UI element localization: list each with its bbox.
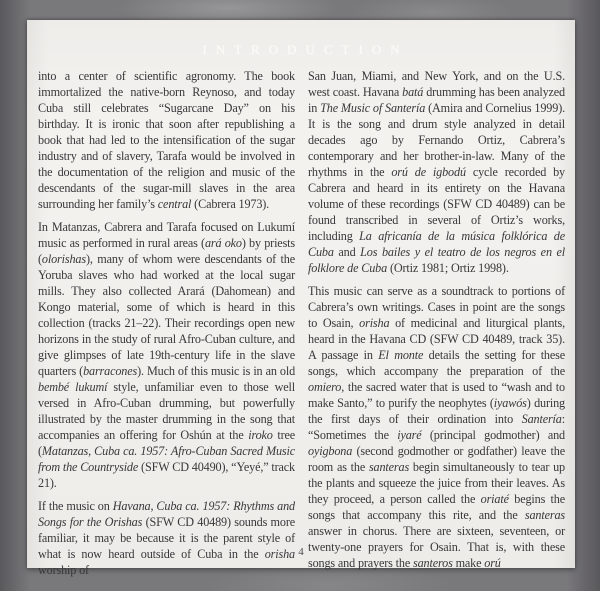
text-run: of medicinal and liturgical plants, heard in the Havana CD (SFW CD 40489, track 35). A passage in <box>308 316 565 362</box>
text-run: details the setting for these songs, which accompany the preparation of the <box>308 348 565 378</box>
italic-term: olorishas <box>41 252 86 266</box>
italic-term: batá <box>402 85 424 99</box>
italic-term: iyawós <box>493 396 527 410</box>
text-run: (Cabrera 1973). <box>191 197 270 211</box>
italic-term: Matanzas, Cuba ca. 1957: Afro-Cuban Sacred Music from the Countryside <box>38 444 295 474</box>
paragraph <box>38 219 295 491</box>
paragraph <box>38 498 295 578</box>
italic-term: El monte <box>378 348 424 362</box>
italic-term: orú de igbodú <box>391 165 466 179</box>
text-run: (Ortiz 1981; Ortiz 1998). <box>387 261 509 275</box>
text-run: style, unfamiliar even to those well versed in Afro-Cuban drumming, but powerfully illustrated by the master drumming in the song that accompanies an offering for Oshún at the <box>38 380 295 442</box>
italic-term: La africanía de la música folklórica de Cuba <box>308 229 566 259</box>
italic-term: central <box>157 197 192 211</box>
text-run: (Amira and Cornelius 1999). It is the song and drum style analyzed in detail decades ago by Fernando Ortiz, Cabrera’s contemporary and her brother-in-law. Many of the rhythms in the <box>308 101 566 179</box>
text-run: tree ( <box>38 428 296 458</box>
paragraph <box>38 68 295 212</box>
text-run: begins the songs that accompany this rite, and the <box>308 492 566 522</box>
text-run: into a center of scientific agronomy. The book immortalized the native-born Reynoso, and today Cuba still celebrates “Sugarcane Day” on his birthday. It is ironic that soon after republishing a book that had led to the intensification of the sugar industry and of slavery, Tarafa would be involved in the documentation of the religion and music of the descendants of the sugar-mill slaves in the area surrounding her family’s <box>38 69 295 211</box>
text-run: answer in chorus. There are sixteen, seventeen, or twenty-one prayers for Osain. That is, with these songs and prayers the <box>308 524 565 570</box>
italic-term: santeras <box>368 460 410 474</box>
italic-term: The Music of Santería <box>320 101 426 115</box>
running-head-introduction: INTRODUCTION <box>202 42 409 57</box>
text-run: (SFW CD 40489) sounds more familiar, it may be because it is the parent style of what is now heard outside of Cuba in the <box>38 515 296 561</box>
italic-term: orú <box>484 556 501 570</box>
italic-term: orisha <box>359 316 390 330</box>
italic-term: Havana, Cuba ca. 1957: Rhythms and Songs for the Orishas <box>38 499 296 529</box>
text-run: ), many of whom were descendants of the Yoruba slaves who had worked at the local sugar mills. They also collected Arará (Dahomean) and Kongo material, some of which is heard in this collection (tracks 21–22). Their recordings open new horizons in the study of rural Afro-Cuban culture, and give glimpses of late 19th-century life in the slave quarters ( <box>38 252 295 378</box>
text-columns <box>38 68 566 577</box>
text-run: (SFW CD 40490), “Yeyé,” track 21). <box>38 460 295 490</box>
text-run: (principal godmother) and <box>421 428 565 442</box>
paragraph <box>308 283 565 571</box>
italic-term: oriaté <box>480 492 509 506</box>
italic-term: Santería <box>521 412 562 426</box>
text-run: In Matanzas, Cabrera and Tarafa focused on Lukumí music as performed in rural areas ( <box>38 220 295 250</box>
text-run: If the music on <box>38 499 113 513</box>
italic-term: iroko <box>248 428 273 442</box>
italic-term: Los bailes y el teatro de los negros en el folklore de Cuba <box>308 245 565 275</box>
italic-term: iyaré <box>397 428 422 442</box>
booklet-page <box>27 20 575 577</box>
text-run: This music can serve as a soundtrack to portions of Cabrera’s own writings. Cases in point are the songs to Osain, <box>308 284 565 330</box>
text-run: drumming has been analyzed in <box>308 85 565 115</box>
text-run: ) by priests ( <box>38 236 295 266</box>
text-run: begin simultaneously to tear up the plants and squeeze the juice from their leaves. As they proceed, a person called the <box>308 460 565 506</box>
page-number: 4 <box>298 546 304 558</box>
text-column-left <box>38 68 296 577</box>
text-run: ). Much of this music is in an old <box>137 364 296 378</box>
text-run: , the sacred water that is used to “wash and to make Santo,” to purify the neophytes ( <box>308 380 565 410</box>
italic-term: omiero <box>308 380 342 394</box>
italic-term: oyigbona <box>308 444 353 458</box>
paragraph <box>308 68 565 276</box>
italic-term: santeros <box>413 556 453 570</box>
italic-term: ará oko <box>204 236 242 250</box>
text-run: San Juan, Miami, and New York, and on the U.S. west coast. Havana <box>308 69 565 99</box>
text-run: (second godmother or godfather) leave the room as the <box>308 444 565 474</box>
text-run: make <box>452 556 485 570</box>
italic-term: santeras <box>524 508 565 522</box>
text-column-right <box>308 68 566 570</box>
text-run: worship of <box>38 563 89 577</box>
text-run: ) during the first days of their ordination into <box>308 396 565 426</box>
italic-term: orisha <box>264 547 295 561</box>
text-run: cycle recorded by Cabrera and heard in its entirety on the Havana volume of these recordings (SFW CD 40489) can be found transcribed in several of Ortiz’s works, including <box>308 165 565 243</box>
text-run: : “Sometimes the <box>308 412 565 442</box>
italic-term: barracones <box>83 364 138 378</box>
text-run: and <box>333 245 361 259</box>
italic-term: bembé lukumí <box>38 380 108 394</box>
